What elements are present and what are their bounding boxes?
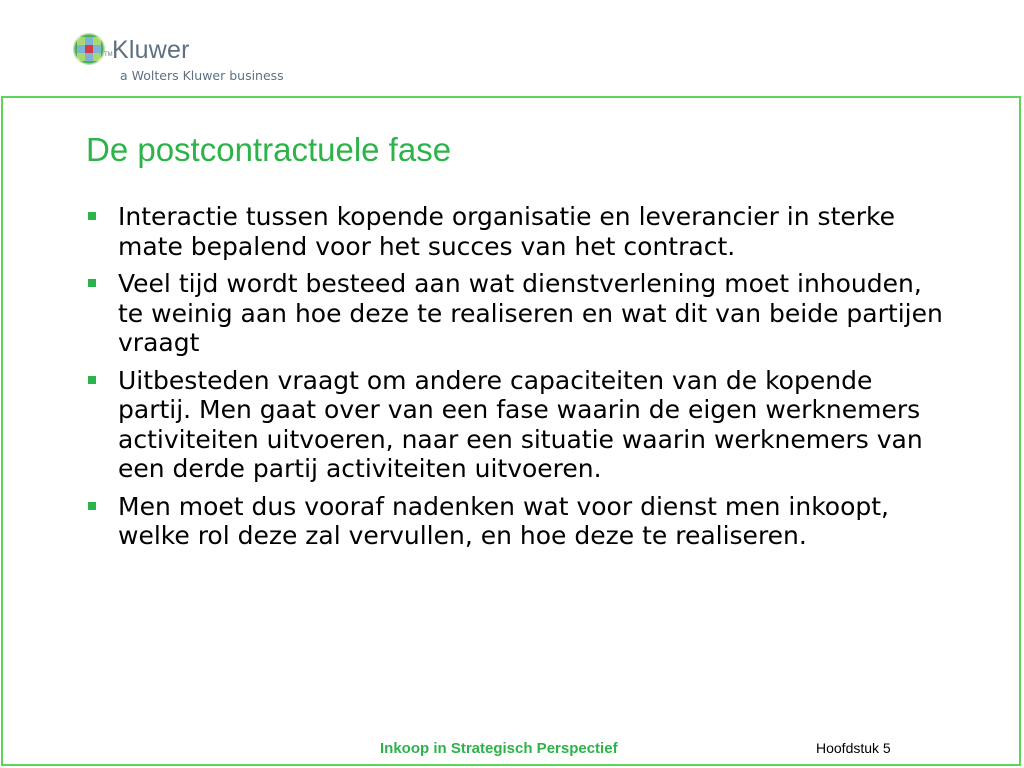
bullet-list — [86, 202, 946, 559]
bullet-item — [86, 366, 946, 484]
bullet-square-icon — [88, 212, 96, 220]
kluwer-logo — [72, 32, 312, 88]
bullet-text: Veel tijd wordt besteed aan wat dienstverlening moet inhouden, te weinig aan hoe deze te realiseren en wat dit van beide partijen vraagt — [118, 269, 943, 357]
bullet-square-icon — [88, 502, 96, 510]
bullet-item — [86, 492, 946, 551]
footer-book-title: Inkoop in Strategisch Perspectief — [380, 740, 618, 757]
bullet-text: Men moet dus vooraf nadenken wat voor dienst men inkoopt, welke rol deze zal vervullen, en hoe deze te realiseren. — [118, 491, 890, 550]
bullet-item — [86, 202, 946, 261]
bullet-square-icon — [88, 279, 96, 287]
slide-header — [0, 0, 1024, 96]
logo-wordmark: Kluwer — [112, 36, 190, 64]
bullet-text: Interactie tussen kopende organisatie en leverancier in sterke mate bepalend voor het succes van het contract. — [118, 202, 896, 261]
kluwer-globe-icon — [72, 32, 106, 66]
logo-tagline: a Wolters Kluwer business — [120, 68, 284, 83]
bullet-item — [86, 269, 946, 358]
footer-chapter: Hoofdstuk 5 — [816, 740, 891, 756]
bullet-square-icon — [88, 376, 96, 384]
bullet-text: Uitbesteden vraagt om andere capaciteiten van de kopende partij. Men gaat over van een fase waarin de eigen werknemers activiteiten uitvoeren, naar een situatie waarin werknemers van een derde partij activiteiten uitvoeren. — [118, 365, 923, 483]
logo-trademark: TM — [104, 52, 113, 58]
slide-title: De postcontractuele fase — [86, 131, 452, 168]
